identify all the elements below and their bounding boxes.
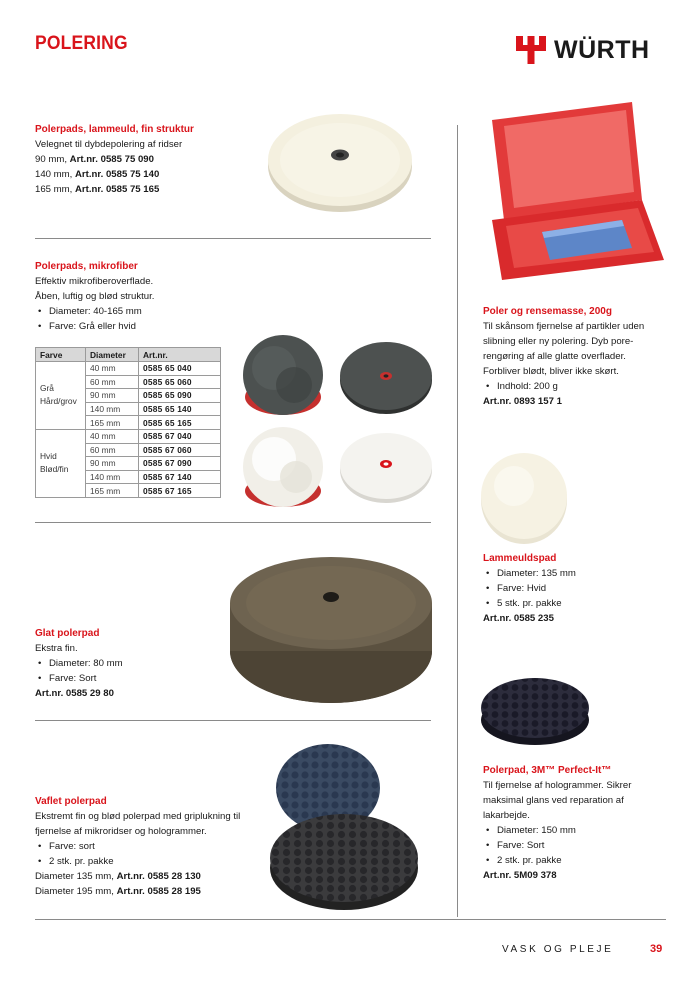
table-cell-diameter: 90 mm [86, 457, 139, 471]
table-row [36, 429, 221, 443]
product-bullet: • Diameter: 135 mm [483, 566, 576, 581]
product-desc: Til fjernelse af hologrammer. Sikrer [483, 780, 632, 791]
variant-line: 165 mm, Art.nr. 0585 75 165 [35, 184, 160, 195]
mikrofiber-table [35, 347, 221, 498]
table-cell-diameter: 60 mm [86, 375, 139, 389]
product-desc: rengøring af alle glatte overflader. [483, 351, 626, 362]
product-rensemasse [483, 304, 644, 409]
product-vaflet [35, 794, 240, 899]
section-divider [35, 238, 431, 239]
product-bullet: • 5 stk. pr. pakke [483, 596, 576, 611]
product-desc: Forbliver blødt, bliver ikke skørt. [483, 366, 619, 377]
rensemasse-box-image [482, 100, 666, 285]
product-title: Vaflet polerpad [35, 796, 107, 807]
product-desc: lakarbejde. [483, 810, 530, 821]
product-title: Poler og rensemasse, 200g [483, 306, 612, 317]
microfiber-grey-pad-image [236, 335, 330, 420]
product-mikrofiber [35, 259, 154, 334]
table-cell-diameter: 140 mm [86, 402, 139, 416]
variant-line: 90 mm, Art.nr. 0585 75 090 [35, 154, 154, 165]
brand-name: WÜRTH [554, 36, 650, 64]
product-bullet: • Diameter: 150 mm [483, 823, 631, 838]
table-cell-diameter: 165 mm [86, 484, 139, 498]
product-bullet: • Indhold: 200 g [483, 379, 644, 394]
product-desc: Velegnet til dybdepolering af ridser [35, 139, 183, 150]
table-cell-artnr: 0585 67 060 [139, 443, 221, 457]
table-cell-artnr: 0585 65 165 [139, 416, 221, 430]
product-artnr: Art.nr. 0585 29 80 [35, 688, 114, 699]
table-header: Art.nr. [139, 348, 221, 362]
product-bullet: • Farve: Sort [35, 671, 123, 686]
section-divider [35, 522, 431, 523]
table-cell-diameter: 40 mm [86, 362, 139, 376]
wurth-logo-icon [516, 36, 546, 64]
perfect-it-pad-image [480, 674, 590, 746]
table-header: Diameter [86, 348, 139, 362]
column-divider [457, 125, 458, 917]
product-desc: Effektiv mikrofiberoverflade. [35, 276, 154, 287]
lammeuldspad-image [480, 452, 568, 544]
product-artnr: Art.nr. 0585 235 [483, 613, 554, 624]
table-row [36, 362, 221, 376]
variant-line: 140 mm, Art.nr. 0585 75 140 [35, 169, 160, 180]
wurth-logo [516, 36, 666, 66]
product-title: Polerpads, mikrofiber [35, 261, 138, 272]
table-cell-artnr: 0585 65 060 [139, 375, 221, 389]
table-cell-farve: Hvid Blød/fin [36, 429, 86, 497]
table-cell-diameter: 40 mm [86, 429, 139, 443]
product-perfect-it [483, 763, 631, 883]
table-cell-artnr: 0585 67 140 [139, 470, 221, 484]
lammeuld-pad-image [268, 108, 418, 213]
table-cell-diameter: 165 mm [86, 416, 139, 430]
table-cell-diameter: 60 mm [86, 443, 139, 457]
product-bullet: • Diameter: 40-165 mm [35, 304, 154, 319]
product-glat [35, 626, 123, 701]
glat-polerpad-image [230, 555, 432, 705]
table-cell-artnr: 0585 67 165 [139, 484, 221, 498]
page-title: POLERING [35, 33, 128, 54]
microfiber-white-disc-image [340, 430, 432, 505]
table-cell-artnr: 0585 67 090 [139, 457, 221, 471]
product-title: Glat polerpad [35, 628, 100, 639]
footer-divider [35, 919, 666, 920]
product-bullet: • Diameter: 80 mm [35, 656, 123, 671]
table-cell-artnr: 0585 65 140 [139, 402, 221, 416]
product-lammeuldspad [483, 551, 576, 626]
product-bullet: • 2 stk. pr. pakke [35, 854, 240, 869]
microfiber-grey-disc-image [340, 340, 432, 415]
table-cell-artnr: 0585 65 040 [139, 362, 221, 376]
product-title: Lammeuldspad [483, 553, 557, 564]
table-cell-artnr: 0585 67 040 [139, 429, 221, 443]
product-desc: Til skånsom fjernelse af partikler uden [483, 321, 645, 332]
product-lammeuld-fin [35, 122, 194, 197]
product-bullet: • Farve: sort [35, 839, 240, 854]
table-header: Farve [36, 348, 86, 362]
product-desc: Åben, luftig og blød struktur. [35, 291, 155, 302]
table-cell-artnr: 0585 65 090 [139, 389, 221, 403]
variant-line: Diameter 195 mm, Art.nr. 0585 28 195 [35, 886, 201, 897]
section-divider [35, 720, 431, 721]
page-number: 39 [650, 943, 663, 955]
product-desc: fjernelse af mikroridser og hologrammer. [35, 826, 207, 837]
table-cell-farve: Grå Hård/grov [36, 362, 86, 430]
product-artnr: Art.nr. 0893 157 1 [483, 396, 562, 407]
microfiber-white-pad-image [236, 425, 330, 510]
table-cell-diameter: 90 mm [86, 389, 139, 403]
table-cell-diameter: 140 mm [86, 470, 139, 484]
product-desc: Ekstremt fin og blød polerpad med griplukning til [35, 811, 241, 822]
vaflet-polerpad-image [270, 740, 420, 912]
product-desc: Ekstra fin. [35, 643, 78, 654]
product-artnr: Art.nr. 5M09 378 [483, 870, 557, 881]
footer-section: VASK OG PLEJE [502, 944, 614, 955]
variant-line: Diameter 135 mm, Art.nr. 0585 28 130 [35, 871, 201, 882]
product-title: Polerpad, 3M™ Perfect-It™ [483, 765, 612, 776]
product-bullet: • Farve: Grå eller hvid [35, 319, 154, 334]
product-desc: slibning eller ny polering. Dyb pore- [483, 336, 634, 347]
product-bullet: • Farve: Sort [483, 838, 631, 853]
product-title: Polerpads, lammeuld, fin struktur [35, 124, 194, 135]
product-desc: maksimal glans ved reparation af [483, 795, 624, 806]
product-bullet: • 2 stk. pr. pakke [483, 853, 631, 868]
product-bullet: • Farve: Hvid [483, 581, 576, 596]
table-header-row [36, 348, 221, 362]
